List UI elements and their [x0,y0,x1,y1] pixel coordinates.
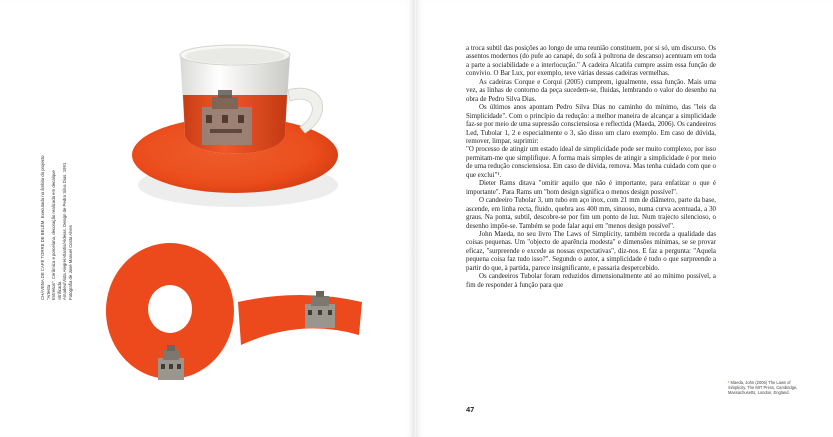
photo-caption [40,150,74,300]
paragraph: O candeeiro Tubolar 3, um tubo em aço inox, com 21 mm de diâmetro, parte da base, ascende, em linha recta, fluido, quebra aos 400 mm, sinuoso, numa curva acentuada, a 30 graus. Na ponta, subtil, descobre-se por fim um ponto de luz. Num trajecto silencioso, o desenho impõe-se. Também se pode falar aqui em "menos design possível". [466,197,716,230]
footnote [728,380,798,396]
paragraph: John Maeda, no seu livro The Laws of Simplicity, também recorda a qualidade das coisas pequenas. Um "objecto de aparência modesta" e dimensões mínimas, se se provar eficaz, "surpreende e excede as nossas expectativas", diz-nos. E faz a pergunta: "Aquela pequena coisa faz tudo isso?". Segundo o autor, a simplicidade é tudo o que surpreende a partir do que, à partida, parece insignificante, e passaria despercebido. [466,230,716,272]
quote-paragraph: "O processo de atingir um estado ideal de simplicidade pode ser muito complexo, por isso permitam-me que simplifique. A forma mais simples de atingir a simplicidade é por meio de uma redução consciensiosa. Em caso de dúvida, remova. Mas tenha cuidado com que o que exclui"¹. [466,146,716,179]
paragraph: a troca subtil das posições ao longo de uma reunião constituem, por si só, um discurso. Os assentos modernos (do pufe ao canapé, do sofá à poltrona de descanso) acentuam em toda a parte a sociabilidade e a interlocução." A cadeira Alcatifa cumpre assim essa função de convívio. O Bar Lux, por exemplo, teve várias dessas cadeiras vermelhas. [466,45,716,78]
paragraph: Os últimos anos apontam Pedro Silva Dias no caminho do mínimo, das "leis da Simplicidade". Com o princípio da redução: a melhor maneira de alcançar a simplicidade faz-se por meio de uma supressão consciensiosa e reflectida (Maeda, 2006). Os candeeiros Led, Tubolar 1, 2 e especialmente o 3, são disso um claro exemplo. Em caso de dúvida, remover, limpar, suprimir: [466,104,716,145]
caption-line: Amadeu/Vista Alegre/Atlantis/Aldeias. Design de Pedro Silva Dias. 1991 [62,162,68,300]
caption-line: Fotografia de José Manuel Costa Alves [67,225,73,300]
cup-decal-band [235,290,365,355]
caption-line: Entreitos". Cerâmica e porcelana, decoração realizada em decalque vitrificado. [51,170,62,300]
page-number: 47 [466,405,475,414]
paragraph: Os candeeiros Tubolar foram reduzidos dimensionalmente até ao mínimo possível, a fim de responder à função para que [466,273,716,289]
cup-and-saucer-photo [120,35,350,210]
body-text [466,45,716,290]
saucer-decal-ring [103,240,238,385]
paragraph: Dieter Rams ditava "omitir aquilo que não é importante, para enfatizar o que é importante". Para Rams um "bom design significa o menos design possível". [466,180,716,196]
paragraph: As cadeiras Corque e Corqui (2005) cumprem, igualmente, essa função. Mais uma vez, as linhas de contorno da peça sucedem-se, fluidas, lembrando o valor do desenho na obra de Pedro Silva Dias. [466,78,716,103]
caption-line: CHÁVENA DE CAFÉ TORRE DE BELÉM. Executada no âmbito do projecto "Artesta [40,155,51,300]
footnote-text: Maeda, John (2006) The Laws of Simplicity. The MIT Press, Cambridge, Massachusetts, London, England. [728,380,798,396]
book-gutter [413,0,417,437]
footnote-mark: ¹ [728,380,730,385]
